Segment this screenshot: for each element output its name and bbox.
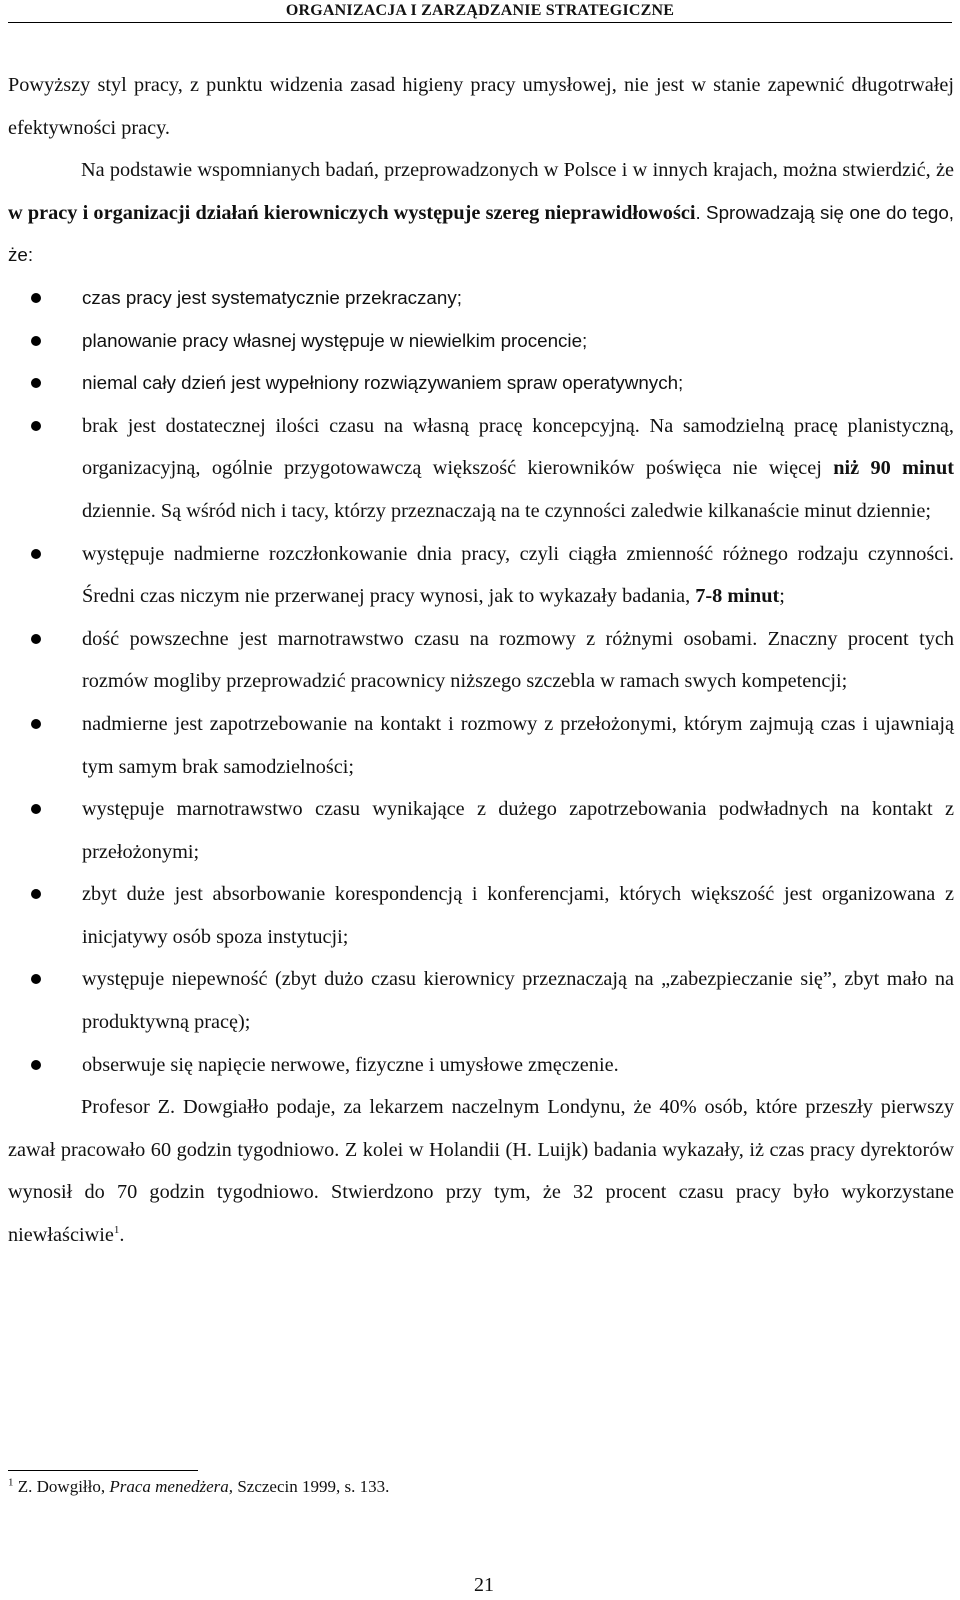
bullet-icon (31, 719, 41, 729)
list-item-text-end: dziennie. Są wśród nich i tacy, którzy przeznaczają na te czynności zaledwie kilkanaście minut dziennie; (82, 499, 932, 522)
list-item (8, 320, 954, 363)
bullet-icon (31, 634, 41, 644)
list-item (8, 1044, 954, 1087)
bullet-icon (31, 1060, 41, 1070)
irregularities-list (8, 277, 954, 1086)
footnote (8, 1475, 389, 1499)
list-item-bold: niż 90 minut (833, 457, 954, 480)
page-body (8, 64, 954, 1257)
bullet-icon (31, 804, 41, 814)
running-header: ORGANIZACJA I ZARZĄDZANIE STRATEGICZNE (8, 0, 952, 23)
list-item-text: planowanie pracy własnej występuje w niewielkim procencie; (82, 329, 588, 351)
footnote-reference[interactable]: 1 (113, 1224, 120, 1237)
bullet-icon (31, 974, 41, 984)
bullet-icon (31, 889, 41, 899)
list-item-text: występuje marnotrawstwo czasu wynikające z dużego zapotrzebowania podwładnych na kontakt z przełożonymi; (82, 798, 954, 863)
list-item (8, 703, 954, 788)
list-item-text: zbyt duże jest absorbowanie korespondencją i konferencjami, których większość jest organizowana z inicjatywy osób spoza instytucji; (82, 883, 954, 948)
findings-tail: . Sprowadzają się one do tego, że: (8, 201, 954, 266)
list-item (8, 533, 954, 618)
list-item (8, 618, 954, 703)
footnote-separator (8, 1470, 198, 1471)
page-number: 21 (474, 1574, 494, 1596)
list-item-text: występuje nadmierne rozczłonkowanie dnia pracy, czyli ciągła zmienność różnego rodzaju czynności. Średni czas niczym nie przerwanej pracy wynosi, jak to wykazały badania, (82, 542, 954, 608)
paragraph-findings (8, 149, 954, 277)
footnote-author: Z. Dowgiłło, (13, 1477, 110, 1496)
list-item (8, 873, 954, 958)
footnote-publication: Szczecin 1999, s. 133. (233, 1477, 390, 1496)
findings-lead: Na podstawie wspomnianych badań, przeprowadzonych w Polsce i w innych krajach, można stwierdzić, że (81, 159, 954, 182)
list-item (8, 405, 954, 533)
list-item-text: czas pracy jest systematycznie przekraczany; (82, 286, 462, 308)
list-item (8, 958, 954, 1043)
paragraph-statistics (8, 1086, 954, 1256)
list-item-text: dość powszechne jest marnotrawstwo czasu na rozmowy z różnymi osobami. Znaczny procent tych rozmów mogliby przeprowadzić pracownicy niższego szczebla w ramach swych kompetencji; (82, 627, 954, 693)
findings-bold-phrase: w pracy i organizacji działań kierowniczych występuje szereg nieprawidłowości (8, 201, 696, 224)
statistics-end: . (119, 1224, 125, 1247)
list-item-text: brak jest dostatecznej ilości czasu na własną pracę koncepcyjną. Na samodzielną pracę planistyczną, organizacyjną, ogólnie przygotowawczą większość kierowników poświęca nie więcej (82, 414, 954, 480)
list-item-text: nadmierne jest zapotrzebowanie na kontakt i rozmowy z przełożonymi, którym zajmują czas i ujawniają tym samym brak samodzielności; (82, 712, 954, 778)
bullet-icon (31, 421, 41, 431)
list-item (8, 788, 954, 873)
list-item (8, 277, 954, 320)
footnote-number: 1 (8, 1476, 14, 1489)
list-item-text-end: ; (779, 585, 785, 608)
bullet-icon (31, 549, 41, 559)
list-item-text: obserwuje się napięcie nerwowe, fizyczne i umysłowe zmęczenie. (82, 1053, 619, 1076)
list-item (8, 362, 954, 405)
statistics-text: Profesor Z. Dowgiałło podaje, za lekarzem naczelnym Londynu, że 40% osób, które przeszły pierwszy zawał pracowało 60 godzin tygodniowo. Z kolei w Holandii (H. Luijk) badania wykazały, iż czas pracy dyrektorów wynosił do 70 godzin tygodniowo. Stwierdzono przy tym, że 32 procent czasu pracy było wykorzystane niewłaściwie (8, 1096, 954, 1247)
list-item-text: niemal cały dzień jest wypełniony rozwiązywaniem spraw operatywnych; (82, 372, 684, 394)
paragraph-intro: Powyższy styl pracy, z punktu widzenia zasad higieny pracy umysłowej, nie jest w stanie zapewnić długotrwałej efektywności pracy. (8, 74, 954, 139)
list-item-bold: 7-8 minut (695, 585, 780, 608)
bullet-icon (31, 293, 41, 303)
bullet-icon (31, 336, 41, 346)
list-item-text: występuje niepewność (zbyt dużo czasu kierownicy przeznaczają na „zabezpieczanie się”, zbyt mało na produktywną pracę); (82, 968, 954, 1034)
footnote-title: Praca menedżera, (109, 1477, 234, 1496)
bullet-icon (31, 378, 41, 388)
